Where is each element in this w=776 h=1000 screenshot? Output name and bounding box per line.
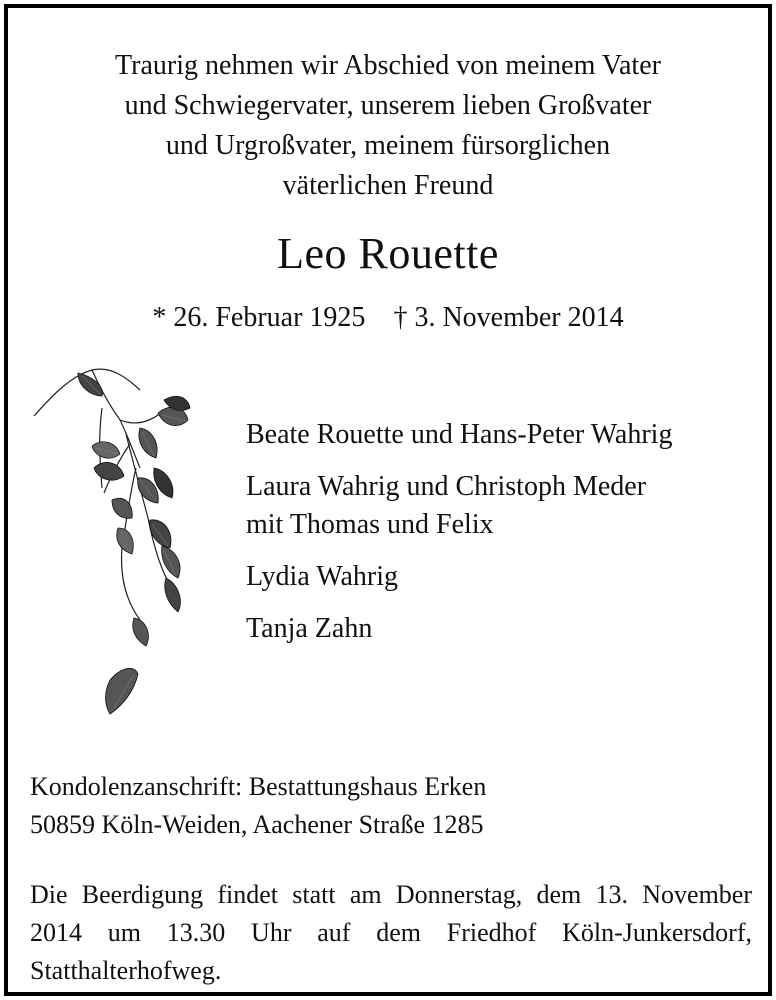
family-line: Laura Wahrig und Christoph Meder	[246, 471, 647, 502]
intro-text	[8, 46, 768, 206]
birth-date: * 26. Februar 1925	[152, 302, 366, 333]
intro-line: und Urgroßvater, meinem fürsorglichen	[165, 130, 611, 161]
funeral-line: 2014 um 13.30 Uhr auf dem Friedhof Köln-Junkersdorf,	[30, 918, 752, 947]
obituary-card	[4, 4, 772, 996]
birch-branch-icon	[30, 358, 205, 723]
deceased-name: Leo Rouette	[277, 229, 499, 278]
death-date: † 3. November 2014	[393, 302, 624, 333]
condolence-address	[30, 768, 750, 844]
intro-line: väterlichen Freund	[282, 170, 494, 201]
family-line: mit Thomas und Felix	[246, 509, 494, 540]
condolence-line: 50859 Köln-Weiden, Aachener Straße 1285	[30, 810, 484, 839]
family-entry	[246, 468, 766, 544]
funeral-notice	[30, 876, 752, 990]
condolence-line: Kondolenzanschrift: Bestattungshaus Erken	[30, 772, 487, 801]
family-entry	[246, 610, 766, 648]
family-line: Beate Rouette und Hans-Peter Wahrig	[246, 419, 673, 450]
intro-line: und Schwiegervater, unserem lieben Großvater	[124, 90, 652, 121]
funeral-line: Statthalterhofweg.	[30, 956, 222, 985]
funeral-line: Die Beerdigung findet statt am Donnerstag, dem 13. November	[30, 880, 752, 909]
intro-line: Traurig nehmen wir Abschied von meinem Vater	[115, 50, 661, 81]
family-entry	[246, 558, 766, 596]
life-dates	[8, 298, 768, 338]
family-line: Lydia Wahrig	[246, 561, 398, 592]
family-list	[246, 416, 766, 662]
family-entry	[246, 416, 766, 454]
family-line: Tanja Zahn	[246, 613, 373, 644]
